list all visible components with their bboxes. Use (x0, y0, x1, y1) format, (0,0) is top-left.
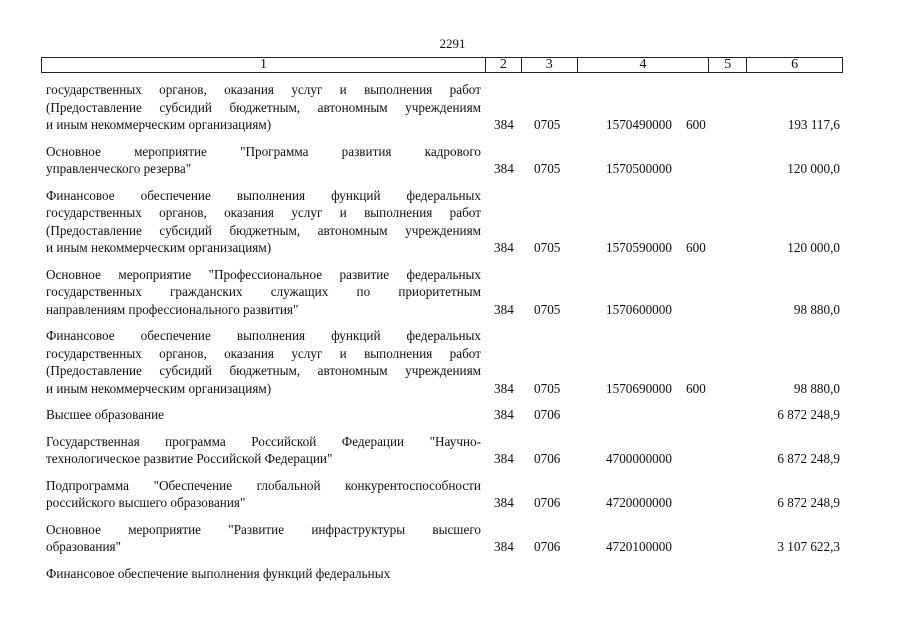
cell-col-6: 98 880,0 (793, 380, 840, 396)
cell-col-4: 1570600000 (606, 301, 672, 317)
description-line: направлениям профессионального развития" (46, 301, 299, 317)
cell-col-2: 384 (494, 451, 514, 466)
row-description (46, 565, 481, 583)
cell-col-6: 3 107 622,3 (777, 539, 840, 554)
description-line: и иным некоммерческим организациям) (46, 240, 272, 255)
description-line: Подпрограмма "Обеспечение глобальной конкурентоспособности (46, 477, 481, 493)
row-description (46, 143, 481, 178)
header-col-5: 5 (709, 58, 747, 72)
table-row (46, 521, 843, 556)
table-row (46, 187, 843, 257)
cell-col-6: 6 872 248,9 (777, 495, 840, 510)
cell-col-4: 1570590000 (606, 240, 672, 255)
cell-col-6: 120 000,0 (787, 161, 840, 176)
cell-col-4: 1570500000 (606, 161, 672, 176)
description-line: Основное мероприятие "Профессиональное развитие федеральных (46, 266, 481, 282)
table-row (46, 406, 843, 424)
cell-col-4: 1570490000 (606, 117, 672, 132)
row-description (46, 327, 481, 397)
cell-col-3: 0705 (534, 161, 561, 176)
table-row (46, 565, 843, 583)
row-description (46, 266, 481, 319)
page-number: 2291 (439, 36, 466, 51)
cell-col-3: 0705 (534, 380, 561, 396)
cell-col-4: 4700000000 (606, 451, 672, 466)
description-line: российского высшего образования" (46, 495, 246, 510)
table-row (46, 81, 843, 134)
description-line: Финансовое обеспечение выполнения функций федеральных (46, 565, 391, 581)
header-col-4: 4 (578, 58, 710, 72)
description-line: Основное мероприятие "Программа развития кадрового (46, 143, 481, 159)
cell-col-3: 0706 (534, 539, 561, 554)
cell-col-6: 120 000,0 (787, 240, 840, 255)
cell-col-2: 384 (494, 161, 514, 176)
cell-col-2: 384 (494, 117, 514, 132)
description-line: образования" (46, 539, 121, 554)
cell-col-3: 0706 (534, 407, 561, 422)
cell-col-2: 384 (494, 407, 514, 422)
table-row (46, 327, 843, 397)
description-line: и иным некоммерческим организациям) (46, 117, 272, 132)
cell-col-3: 0706 (534, 495, 561, 510)
row-description (46, 187, 481, 257)
description-line: технологическое развитие Российской Федерации" (46, 451, 333, 466)
cell-col-2: 384 (494, 240, 514, 255)
description-line: (Предоставление субсидий бюджетным, автономным учреждениям (46, 99, 481, 115)
description-line: Высшее образование (46, 407, 165, 422)
description-line: государственных органов, оказания услуг и выполнения работ (46, 82, 481, 97)
table-header (41, 57, 843, 73)
description-line: управленческого резерва" (46, 161, 192, 176)
table-row (46, 143, 843, 178)
description-line: (Предоставление субсидий бюджетным, автономным учреждениям (46, 222, 481, 238)
header-col-3: 3 (522, 58, 578, 72)
row-description (46, 477, 481, 512)
cell-col-5: 600 (686, 380, 706, 396)
cell-col-3: 0705 (534, 117, 561, 132)
cell-col-6: 6 872 248,9 (777, 451, 840, 466)
cell-col-3: 0705 (534, 301, 561, 317)
description-line: и иным некоммерческим организациям) (46, 380, 272, 396)
row-description (46, 433, 481, 468)
description-line: (Предоставление субсидий бюджетным, автономным учреждениям (46, 363, 481, 378)
cell-col-4: 4720000000 (606, 495, 672, 510)
cell-col-2: 384 (494, 301, 514, 317)
description-line: Финансовое обеспечение выполнения функций федеральных (46, 187, 481, 203)
cell-col-3: 0706 (534, 451, 561, 466)
cell-col-5: 600 (686, 117, 706, 132)
cell-col-6: 6 872 248,9 (777, 407, 840, 422)
row-description (46, 521, 481, 556)
description-line: Финансовое обеспечение выполнения функций федеральных (46, 328, 481, 343)
table-row (46, 266, 843, 319)
description-line: государственных гражданских служащих по приоритетным (46, 284, 481, 299)
cell-col-2: 384 (494, 495, 514, 510)
header-col-2: 2 (486, 58, 522, 72)
cell-col-5: 600 (686, 240, 706, 255)
row-description (46, 81, 481, 134)
header-col-1: 1 (42, 58, 486, 72)
cell-col-3: 0705 (534, 240, 561, 255)
row-description (46, 406, 481, 424)
description-line: государственных органов, оказания услуг и выполнения работ (46, 205, 481, 220)
description-line: Государственная программа Российской Федерации "Научно- (46, 433, 481, 449)
cell-col-6: 193 117,6 (787, 117, 840, 132)
description-line: государственных органов, оказания услуг и выполнения работ (46, 345, 481, 361)
cell-col-6: 98 880,0 (793, 301, 840, 317)
cell-col-2: 384 (494, 380, 514, 396)
header-col-6: 6 (791, 57, 799, 72)
cell-col-4: 4720100000 (606, 539, 672, 554)
table-row (46, 433, 843, 468)
cell-col-4: 1570690000 (606, 380, 672, 396)
cell-col-2: 384 (494, 539, 514, 554)
table-row (46, 477, 843, 512)
description-line: Основное мероприятие "Развитие инфраструктуры высшего (46, 521, 481, 537)
